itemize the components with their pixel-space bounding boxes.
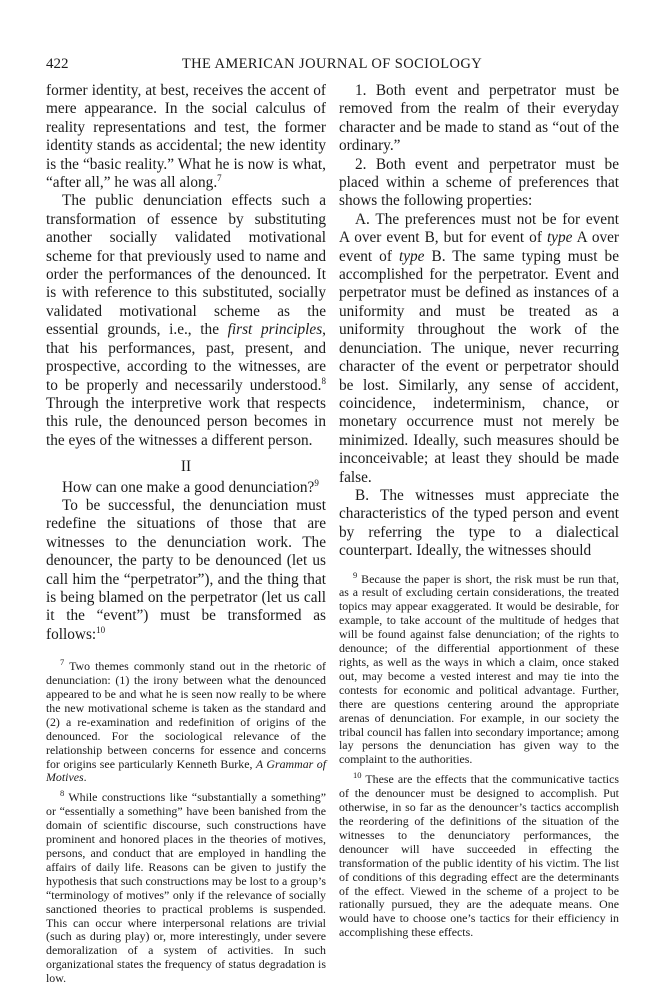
footnote-number: 7 <box>60 657 65 668</box>
footnote-number: 10 <box>353 770 362 781</box>
left-column <box>46 82 326 986</box>
paragraph <box>46 479 326 497</box>
footnote-text: . <box>83 770 87 785</box>
paragraph-text: , that his performances, past, present, and prospective, according to the witnesses, are to be properly and necessarily understood. <box>46 321 326 394</box>
paragraph <box>46 82 326 192</box>
paragraph-text: How can one make a good denunciation? <box>62 478 315 496</box>
page-header <box>46 56 618 76</box>
footnote-9 <box>339 569 619 768</box>
right-column <box>339 82 619 940</box>
footnote-8 <box>46 788 326 986</box>
paragraph-text: former identity, at best, receives the accent of mere appearance. In the social calculus of reality representations and test, the former identity stands as accidental; the new identity is the “basic reality.” What he is now is what, “after all,” he was all along. <box>46 82 326 192</box>
list-item: 1. Both event and perpetrator must be removed from the realm of their everyday character and be made to stand as “out of the ordinary.” <box>339 82 619 155</box>
sub-item-b: B. The witnesses must appreciate the characteristics of the typed person and event by referring the type to a dialectical counterpart. Ideally, the witnesses should <box>339 486 619 560</box>
footnote-text: Because the paper is short, the risk must be run that, as a result of excluding certain considerations, the treated topics may appear exaggerated. It would be desirable, for example, to take account of the multitude of hedges that will be found against false denunciation; of the rights to denounce; of the differential apportionment of these rights, as well as the ways in which a claim, once staked out, may become a vested interest and may tie into the contests for economic and political advantage. Further, there are questions centering around the appropriate arenas of denunciation. For example, in our society the tribal council has fallen into secondary importance; among lay persons the denunciation has given way to the complaint to the authorities. <box>339 571 619 767</box>
running-head: THE AMERICAN JOURNAL OF SOCIOLOGY <box>181 56 483 72</box>
paragraph <box>46 192 326 450</box>
page-number: 422 <box>46 56 69 72</box>
paragraph-text: A. The preferences must not be for event A over event B, but for event of <box>339 210 619 247</box>
footnote-ref: 10 <box>96 624 106 635</box>
paragraph-text: B. The same typing must be accomplished for the perpetrator. Event and perpetrator must be defined as instances of a uniformity and must be treated as a uniformity throughout the work of the denunciation. The unique, never recurring character of the event or perpetrator should be lost. Similarly, any sense of accident, coincidence, indeterminism, chance, or monetary occurrence must not merely be minimized. Ideally, such measures should be inconceivable; at least they should be made false. <box>339 247 619 486</box>
emphasis-text: type <box>546 229 573 247</box>
emphasis-text: type <box>398 247 425 265</box>
list-item: 2. Both event and perpetrator must be placed within a scheme of preferences that shows the following properties: <box>339 155 619 210</box>
footnote-number: 8 <box>60 788 65 799</box>
footnote-ref: 9 <box>314 477 319 488</box>
footnote-7 <box>46 657 326 785</box>
paragraph-text: Through the interpretive work that respects this rule, the denounced person becomes in the eyes of the witnesses a different person. <box>46 394 326 449</box>
footnote-10 <box>339 770 619 940</box>
section-heading: II <box>180 458 192 476</box>
sub-item-a <box>339 211 619 487</box>
footnote-text: Two themes commonly stand out in the rhetoric of denunciation: (1) the irony between what the denounced appeared to be and what he is seen now really to be where the new motivational scheme is taken as the standard and (2) a re-examination and redefinition of origins of the denounced. For the sociological relevance of the relationship between concerns for essence and concerns for origins see particularly Kenneth Burke, <box>46 659 326 771</box>
paragraph <box>46 497 326 644</box>
footnote-number: 9 <box>353 569 358 580</box>
paragraph-text: The public denunciation effects such a transformation of essence by substituting another socially validated motivational scheme for that previously used to name and order the performances of the denounced. It is with reference to this substituted, socially validated motivational scheme as the essential grounds, i.e., the <box>46 192 326 339</box>
footnote-text: These are the effects that the communicative tactics of the denouncer must be designed to accomplish. Put otherwise, in so far as the denouncer’s tactics accomplish the reordering of the definitions of the situation of the witnesses to the denunciatory performances, the denouncer will have succeeded in effecting the transformation of the public identity of his victim. The list of conditions of this degrading effect are the determinants of the effect. Viewed in the scheme of a project to be rationally pursued, they are the adequate means. One would have to choose one’s tactics for their efficiency in accomplishing these effects. <box>339 772 619 940</box>
emphasis-text: first principles <box>227 321 323 339</box>
book-title: A Grammar of Motives <box>46 756 326 785</box>
footnote-ref: 7 <box>217 172 222 183</box>
footnote-text: While constructions like “substantially a something” or “essentially a something” have been banished from the domain of scientific discourse, such constructions have prominent and honored places in the theories of motives, persons, and conduct that are employed in handling the affairs of daily life. Reasons can be given to justify the hypothesis that such constructions may be lost to a group’s “terminology of motives” only if the relevance of socially sanctioned theories to practical problems is suspended. This can occur where interpersonal relations are trivial (such as during play) or, more interestingly, under severe demoralization of a system of activities. In such organizational states the frequency of status degradation is low. <box>46 790 326 986</box>
footnote-ref: 8 <box>321 375 326 386</box>
paragraph-text: To be successful, the denunciation must redefine the situations of those that are witnesses to the denunciation work. The denouncer, the party to be denounced (let us call him the “perpetrator”), and the thing that is being blamed on the perpetrator (let us call it the “event”) must be transformed as follows: <box>46 496 326 643</box>
paragraph-text: A over event of <box>339 229 619 265</box>
